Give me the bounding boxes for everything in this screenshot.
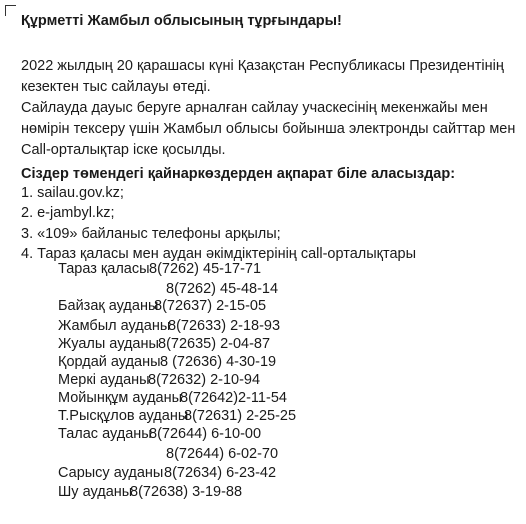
phone-number: 8(72638) 3-19-88 [130,484,243,500]
phone-number: 8(72633) 2-18-93 [168,318,281,334]
phone-row [58,388,287,408]
district-name: Жуалы ауданы [58,336,159,352]
phone-row [58,352,276,372]
phone-row [58,482,242,502]
phone-number: 8 (72636) 4-30-19 [160,354,277,370]
phone-row [58,334,270,354]
phone-number: 8(72644) 6-02-70 [166,446,279,462]
phone-number: 8(7262) 45-48-14 [166,281,279,297]
page-heading: Құрметті Жамбыл облысының тұрғындары! [21,13,342,29]
intro-line: нөмірін тексеру үшін Жамбыл облысы бойынша электронды сайттар мен [21,121,516,137]
district-name: Жамбыл ауданы [58,318,171,334]
intro-paragraph [21,56,521,161]
phone-row [166,444,278,464]
phone-row [58,316,280,336]
source-item: 4. Тараз қаласы мен аудан әкімдіктерінің call-орталықтары [21,246,417,263]
phone-number: 8(72634) 6-23-42 [164,465,277,481]
intro-line: кезектен тыс сайлауы өтеді. [21,79,211,95]
phone-number: 8(72637) 2-15-05 [154,298,267,314]
phone-row [58,463,276,483]
phone-row [58,424,261,444]
district-name: Меркі ауданы [58,372,150,388]
sources-list [21,183,416,265]
phone-number: 8(72644) 6-10-00 [149,426,262,442]
intro-line: 2022 жылдың 20 қарашасы күні Қазақстан Республикасы Президентінің [21,58,504,74]
district-name: Сарысу ауданы [58,465,164,481]
district-name: Қордай ауданы [58,354,161,370]
phone-number: 8(72632) 2-10-94 [148,372,261,388]
phone-row [58,406,296,426]
district-name: Шу ауданы [58,484,133,500]
district-name: Мойынқұм ауданы [58,390,183,406]
source-item: 3. «109» байланыс телефоны арқылы; [21,225,281,242]
crop-corner-mark [5,5,16,16]
sources-subheading: Сіздер төмендегі қайнаркөздерден ақпарат біле аласыздар: [21,166,456,182]
phone-row [58,259,261,279]
district-name: Байзақ ауданы [58,298,159,314]
intro-line: Call-орталықтар іске қосылды. [21,142,226,158]
phone-number: 8(72635) 2-04-87 [158,336,271,352]
district-name: Т.Рысқұлов ауданы [58,408,189,424]
phone-number: 8(72631) 2-25-25 [184,408,297,424]
phone-row [58,296,266,316]
phone-number: 8(72642)2-11-54 [180,390,287,406]
district-name: Талас ауданы [58,426,152,442]
district-name: Тараз қаласы [58,261,150,277]
source-item: 1. sailau.gov.kz; [21,185,124,201]
phone-row [58,370,260,390]
phone-number: 8(7262) 45-17-71 [149,261,262,277]
source-item: 2. e-jambyl.kz; [21,205,115,222]
intro-line: Сайлауда дауыс беруге арналған сайлау учаскесінің мекенжайы мен [21,100,488,116]
